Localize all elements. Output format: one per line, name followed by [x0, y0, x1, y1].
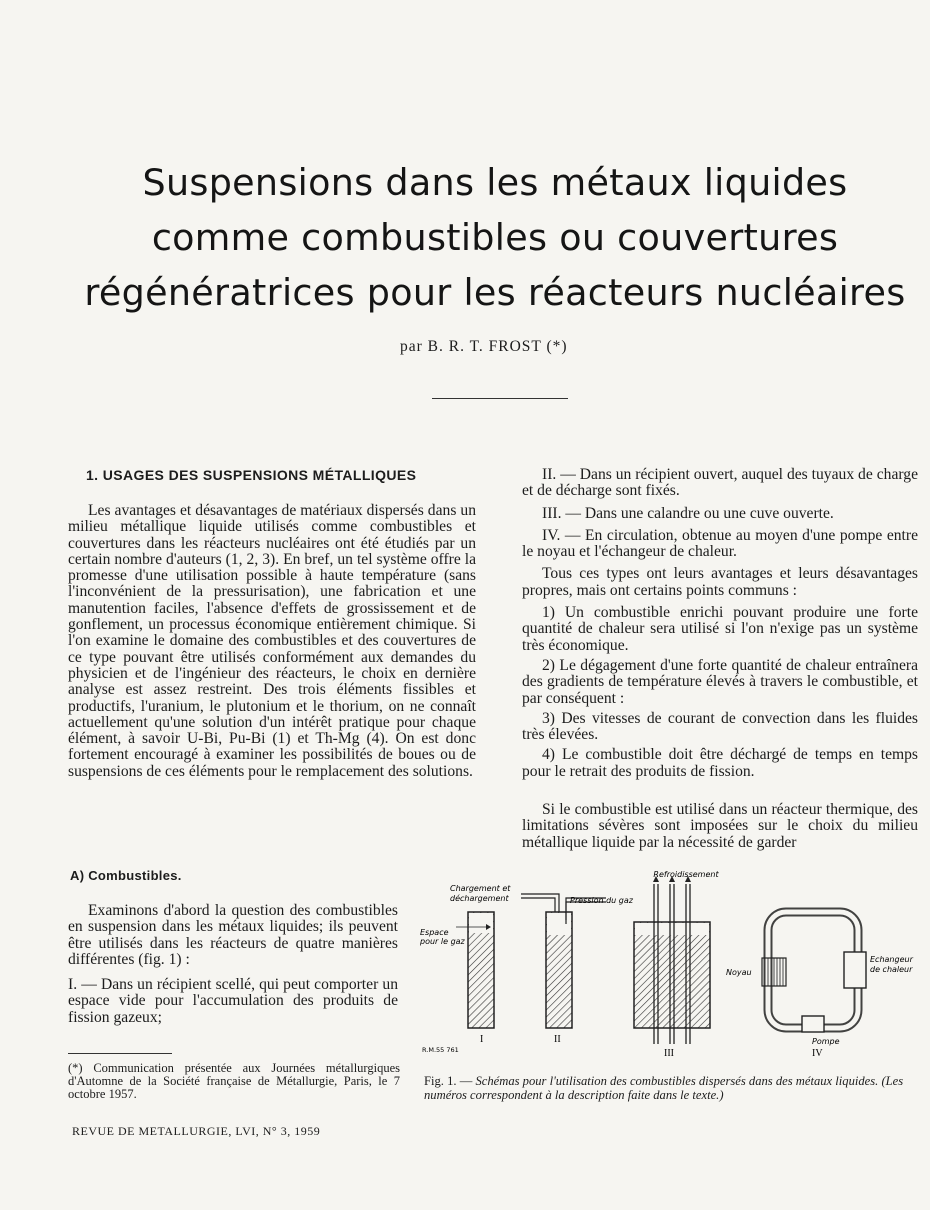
paragraph: Tous ces types ont leurs avantages et leurs désavantages propres, mais ont certains points communs : [522, 565, 918, 599]
paragraph: Examinons d'abord la question des combustibles en suspension dans les métaux liquides; ils peuvent être utilisés dans les réacteurs de quatre manières différentes (fig. 1) : [68, 902, 398, 968]
section-a-body [68, 903, 398, 1026]
paragraph: Si le combustible est utilisé dans un réacteur thermique, des limitations sévères sont imposées sur le choix du milieu métallique liquide par la nécessité de garder [522, 801, 918, 851]
label-roman-iii: III [664, 1048, 674, 1059]
list-item: III. — Dans une calandre ou une cuve ouverte. [542, 504, 834, 522]
label-dechargement: déchargement [450, 894, 509, 903]
section-heading-a: A) Combustibles. [70, 868, 182, 883]
right-column-body [522, 467, 918, 851]
label-roman-iv: IV [812, 1048, 823, 1059]
label-echangeur-2: de chaleur [870, 965, 913, 974]
list-item: 3) Des vitesses de courant de convection dans les fluides très élevées. [522, 709, 918, 744]
caption-prefix: Fig. 1. — [424, 1074, 473, 1088]
vessel-iii-calandria [634, 876, 710, 1044]
list-item: II. — Dans un récipient ouvert, auquel des tuyaux de charge et de décharge sont fixés. [522, 466, 918, 500]
caption-text: Schémas pour l'utilisation des combustibles dispersés dans des métaux liquides. (Les numéros correspondent à la description faite dans le texte.) [424, 1074, 904, 1102]
article-title-line-3: régénératrices pour les réacteurs nucléaires [84, 271, 906, 314]
label-pression: Pression du gaz [570, 896, 633, 905]
list-item: 1) Un combustible enrichi pouvant produire une forte quantité de chaleur sera utilisé si l'on n'exige pas un système très économique. [522, 604, 918, 654]
list-item: 2) Le dégagement d'une forte quantité de chaleur entraînera des gradients de température élevés à travers le combustible, et par conséquent : [522, 656, 918, 707]
figure-1-diagram [416, 864, 920, 1064]
footnote: (*) Communication présentée aux Journées métallurgiques d'Automne de la Société française de Métallurgie, Paris, le 7 octobre 1957. [68, 1061, 400, 1101]
left-column-body [68, 503, 476, 780]
list-item: 4) Le combustible doit être déchargé de temps en temps pour le retrait des produits de fission. [522, 746, 918, 780]
label-echangeur-1: Echangeur [870, 955, 913, 964]
vessel-ii-open [521, 894, 606, 1028]
list-item: I. — Dans un récipient scellé, qui peut comporter un espace vide pour l'accumulation des produits de fission gazeux; [68, 976, 398, 1026]
loop-iv-circulation [762, 912, 866, 1032]
label-espace: Espace [420, 928, 449, 937]
label-refroidissement: Refroidissement [653, 870, 719, 879]
footnote-divider [68, 1053, 172, 1054]
title-divider [432, 398, 568, 399]
article-title-line-1: Suspensions dans les métaux liquides [142, 161, 848, 204]
list-item: IV. — En circulation, obtenue au moyen d'une pompe entre le noyau et l'échangeur de chaleur. [522, 526, 918, 561]
label-roman-ii: II [554, 1034, 561, 1045]
label-chargement: Chargement et [450, 884, 511, 893]
label-noyau: Noyau [726, 968, 752, 977]
label-pour-gaz: pour le gaz [420, 937, 465, 946]
label-roman-i: I [480, 1034, 484, 1045]
figure-caption [424, 1074, 912, 1102]
paragraph: Les avantages et désavantages de matériaux dispersés dans un milieu métallique liquide utilisés comme combustibles et couvertures dans les réacteurs nucléaires ont été étudiés par un certain nombre d'auteurs (1, 2, 3). En bref, un tel système offre la promesse d'une utilisation possible à haute température (sans l'inconvénient de la pressurisation), une fabrication et une manutention faciles, l'absence d'effets de grossissement et de gonflement, un processus économique entièrement chimique. Si l'on examine le domaine des combustibles et des couvertures de ce type pouvant être utilisés conformément aux demandes du physicien et de l'ingénieur des réacteurs, le choix en dernière analyse est assez restreint. Des trois éléments fissibles et productifs, l'uranium, le plutonium et le thorium, on ne connaît actuellement qu'une solution d'un intérêt pratique pour chaque élément, à savoir U-Bi, Pu-Bi (1) et Th-Mg (4). On est donc fortement encouragé à examiner les possibilités de boues ou de suspensions de ces éléments pour le remplacement des solutions. [68, 502, 476, 780]
label-pompe: Pompe [812, 1037, 840, 1046]
figure-reference: R.M.55 761 [422, 1046, 459, 1054]
section-heading-1: 1. USAGES DES SUSPENSIONS MÉTALLIQUES [86, 467, 417, 483]
vessel-i-sealed [456, 912, 494, 1028]
article-title-line-2: comme combustibles ou couvertures [151, 216, 839, 259]
running-footer: REVUE DE METALLURGIE, LVI, N° 3, 1959 [72, 1124, 321, 1138]
author-byline: par B. R. T. FROST (*) [400, 338, 568, 355]
